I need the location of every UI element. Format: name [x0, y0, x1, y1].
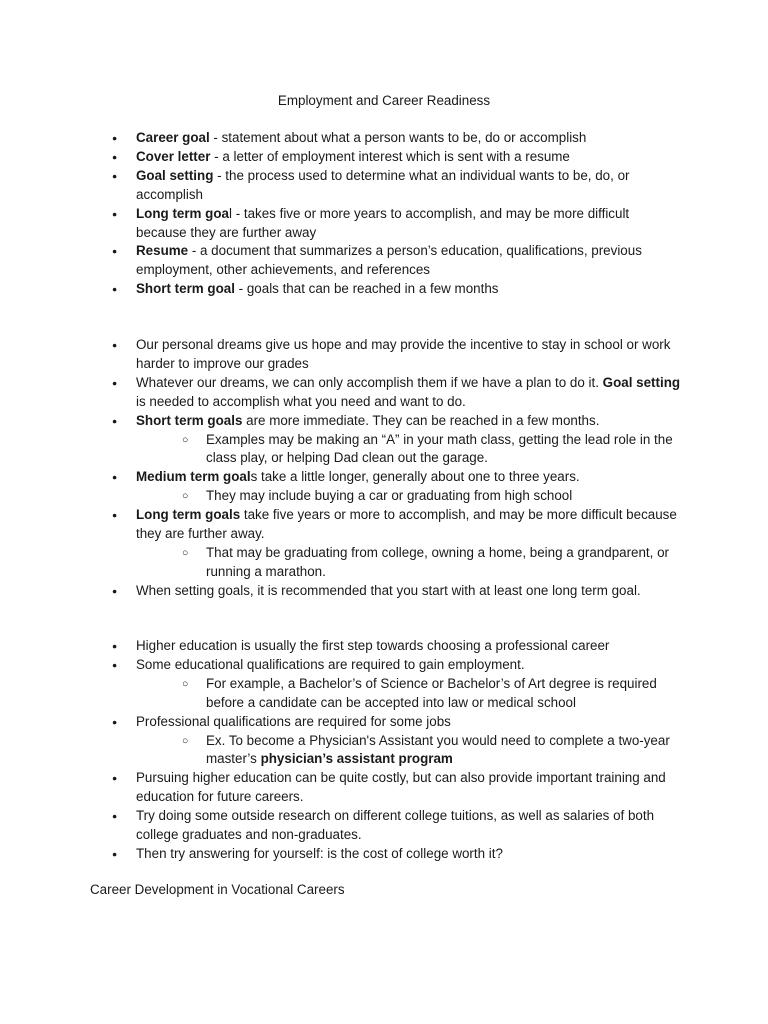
goals-section [111, 336, 681, 601]
dreams-text: Our personal dreams give us hope and may provide the incentive to stay in school or work harder to improve our grades [136, 337, 671, 371]
plan-text-end: is needed to accomplish what you need and want to do. [136, 393, 466, 409]
list-item [111, 280, 681, 299]
definition: - a document that summarizes a person’s education, qualifications, previous employment, other achievements, and references [136, 243, 642, 278]
sub-list-item [136, 732, 681, 770]
medium-term-text: s take a little longer, generally about one to three years. [250, 469, 580, 485]
list-item [111, 468, 681, 506]
section-heading: Career Development in Vocational Careers [90, 882, 345, 897]
costly-text: Pursuing higher education can be quite costly, but can also provide important training and education for future careers. [136, 770, 666, 805]
education-section [111, 637, 681, 864]
long-term-text: take five years or more to accomplish, and may be more difficult because they are further away. [136, 507, 677, 542]
list-item [111, 582, 681, 601]
list-item [111, 167, 681, 205]
setting-text: When setting goals, it is recommended that you start with at least one long term goal. [136, 582, 641, 598]
term: physician’s assistant program [260, 751, 453, 767]
list-item [111, 506, 681, 582]
glossary-section [111, 129, 681, 299]
glossary-list [111, 129, 681, 299]
list-item [111, 807, 681, 845]
term: Goal setting [602, 374, 681, 390]
definition: - statement about what a person wants to be, do or accomplish [209, 130, 587, 145]
short-term-text: are more immediate. They can be reached in a few months. [242, 412, 600, 428]
term: Long term goa [136, 205, 229, 221]
list-item [111, 845, 681, 864]
term: Goal setting [136, 167, 214, 183]
term: Short term goals [136, 412, 243, 428]
list-item [111, 656, 681, 713]
list-item [111, 242, 681, 280]
sub-list [136, 487, 681, 506]
list-item [111, 336, 681, 374]
sub-list [136, 732, 681, 770]
sub-list [136, 675, 681, 713]
goals-list [111, 336, 681, 601]
term: Cover letter [136, 148, 211, 164]
list-item [111, 769, 681, 807]
definition: - a letter of employment interest which is sent with a resume [210, 148, 570, 164]
list-item [111, 148, 681, 167]
research-text: Try doing some outside research on different college tuitions, as well as salaries of both college graduates and non-graduates. [136, 808, 655, 843]
plan-text: Whatever our dreams, we can only accomplish them if we have a plan to do it. [136, 374, 603, 390]
term: Long term goals [136, 507, 241, 523]
term: Resume [136, 243, 189, 259]
definition: l - takes five or more years to accomplish, and may be more difficult because they are further away [136, 205, 630, 240]
worth-text: Then try answering for yourself: is the cost of college worth it? [136, 845, 503, 861]
document-title: Employment and Career Readiness [277, 93, 491, 108]
prof-quals-text: Professional qualifications are required for some jobs [136, 713, 451, 729]
edu-quals-text: Some educational qualifications are required to gain employment. [136, 656, 525, 672]
list-item [111, 713, 681, 770]
definition: - goals that can be reached in a few months [234, 281, 499, 297]
sub-list [136, 431, 681, 469]
list-item [111, 412, 681, 469]
term: Career goal [136, 130, 210, 145]
sub-list-item: ○ For example, a Bachelor’s of Science or Bachelor’s of Art degree is required before a candidate can be accepted into law or medical school [136, 675, 681, 713]
prof-sub-text: Ex. To become a Physician's Assistant you would need to complete a two-year master’s [206, 732, 670, 767]
list-item [111, 129, 681, 148]
sub-list-item: ○ They may include buying a car or graduating from high school [136, 487, 681, 506]
list-item [111, 637, 681, 656]
sub-list-item: ○ Examples may be making an “A” in your math class, getting the lead role in the class play, or helping Dad clean out the garage. [136, 431, 681, 469]
definition: - the process used to determine what an individual wants to be, do, or accomplish [136, 167, 630, 202]
term: Short term goal [136, 281, 235, 297]
list-item [111, 205, 681, 243]
list-item [111, 374, 681, 412]
term: Medium term goal [136, 469, 251, 485]
education-list [111, 637, 681, 864]
higher-ed-text: Higher education is usually the first step towards choosing a professional career [136, 638, 610, 653]
sub-list [136, 544, 681, 582]
sub-list-item: ○ That may be graduating from college, owning a home, being a grandparent, or running a marathon. [136, 544, 681, 582]
